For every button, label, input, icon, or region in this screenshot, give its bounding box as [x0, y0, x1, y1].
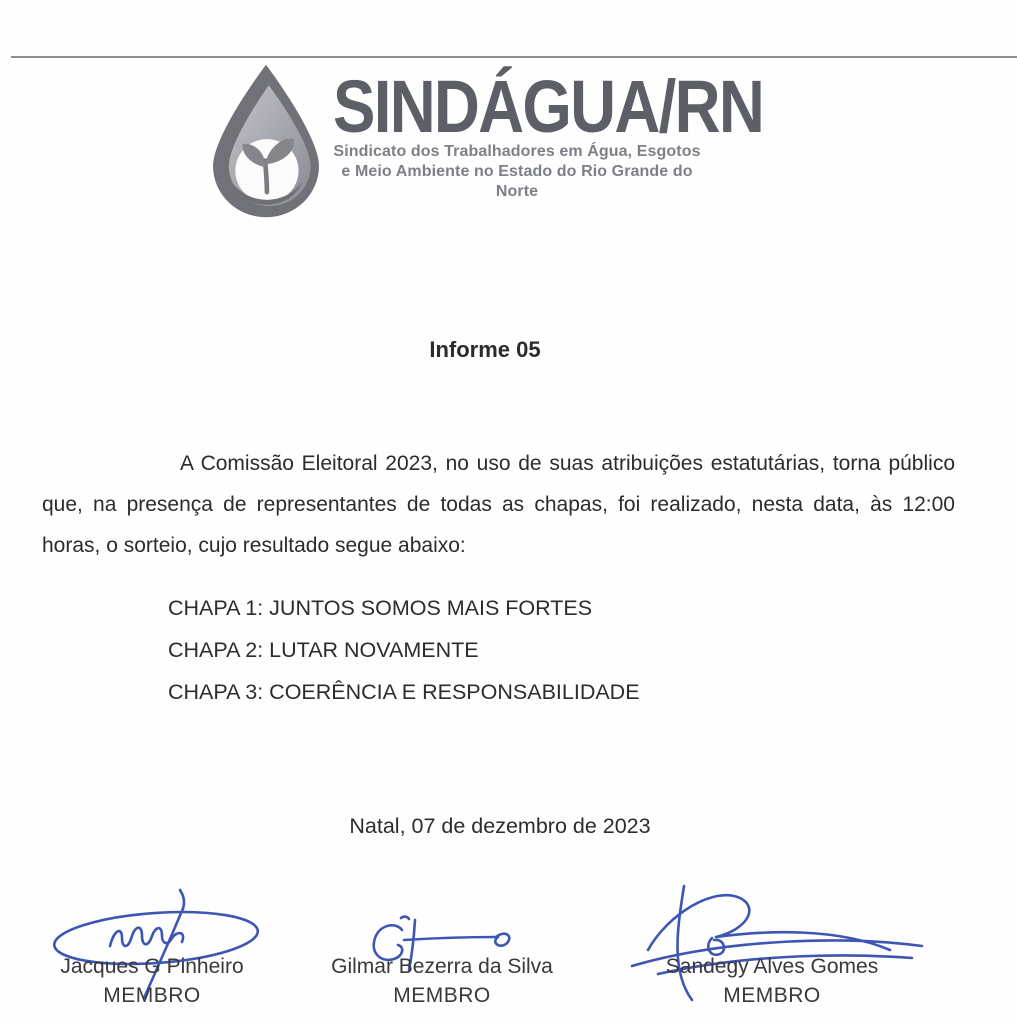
signature-block-3: [642, 955, 902, 1008]
signer-name: Sandegy Alves Gomes: [665, 955, 879, 978]
org-title: SINDÁGUA/RN: [333, 65, 764, 148]
signer-role: MEMBRO: [393, 984, 491, 1007]
signer-name: Jacques G Pinheiro: [60, 955, 244, 978]
scan-edge-line: [11, 56, 1017, 58]
chapa-item-1: CHAPA 1: JUNTOS SOMOS MAIS FORTES: [168, 596, 593, 620]
signature-block-2: [312, 955, 572, 1008]
document-heading: Informe 05: [429, 337, 541, 362]
signer-role: MEMBRO: [723, 984, 821, 1007]
body-paragraph: A Comissão Eleitoral 2023, no uso de suas atribuições estatutárias, torna público que, na presença de representantes de todas as chapas, foi realizado, nesta data, às 12:00 horas, o sorteio, cujo resultado segue abaixo:: [42, 452, 955, 557]
org-subtitle-line1: Sindicato dos Trabalhadores em Água, Esgotos: [333, 143, 701, 160]
org-subtitle-line2: e Meio Ambiente no Estado do Rio Grande do Norte: [341, 163, 693, 200]
org-subtitle: [330, 142, 704, 202]
chapa-list: [168, 587, 640, 713]
chapa-item-3: CHAPA 3: COERÊNCIA E RESPONSABILIDADE: [168, 680, 640, 704]
place-date-line: Natal, 07 de dezembro de 2023: [349, 814, 651, 838]
signer-role: MEMBRO: [103, 984, 201, 1007]
signer-name: Gilmar Bezerra da Silva: [331, 955, 553, 978]
chapa-item-2: CHAPA 2: LUTAR NOVAMENTE: [168, 638, 479, 662]
signature-block-1: [22, 955, 282, 1008]
water-drop-sprout-logo-icon: [196, 62, 336, 220]
